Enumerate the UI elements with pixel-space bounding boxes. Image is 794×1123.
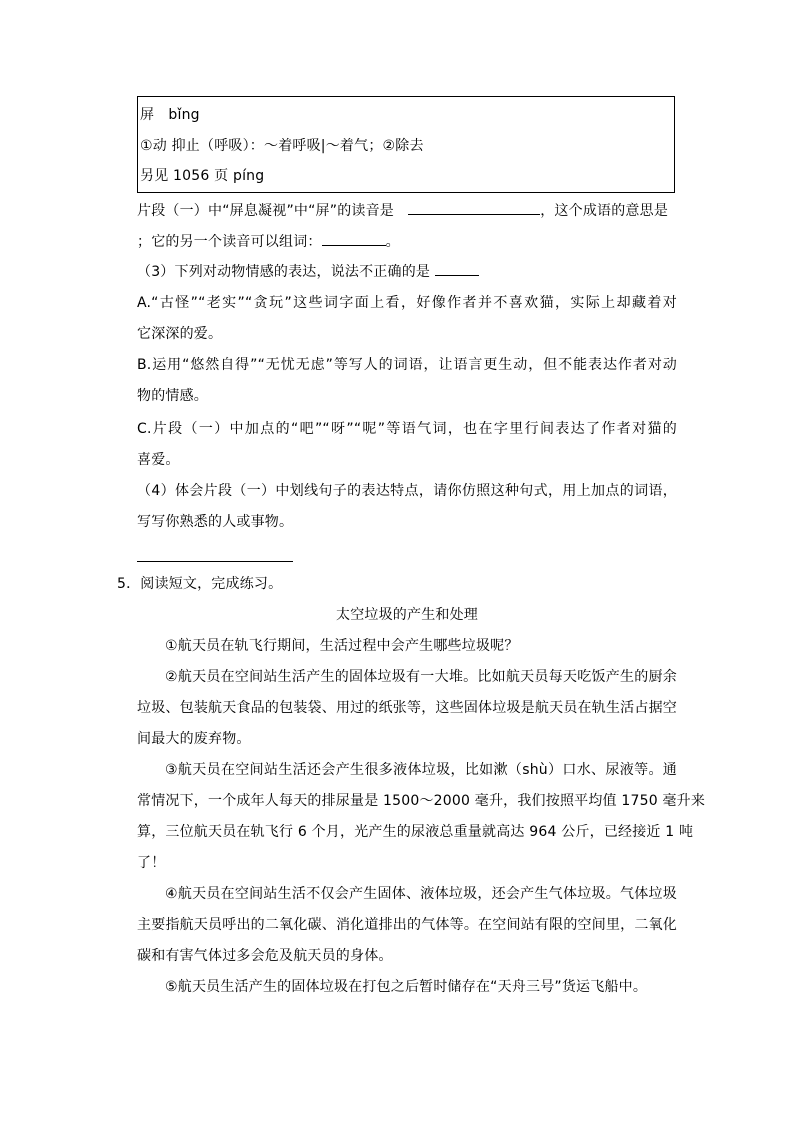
- passage-p3-line2: 常情况下，一个成年人每天的排尿量是 1500～2000 毫升，我们按照平均值 1750 毫升来: [137, 793, 706, 809]
- passage-p3-line1: ③航天员在空间站生活还会产生很多液体垃圾，比如漱（shù）口水、尿液等。通: [165, 762, 677, 778]
- passage-p4-line2: 主要指航天员呼出的二氧化碳、消化道排出的气体等。在空间站有限的空间里，二氧化: [137, 917, 677, 933]
- passage-p2-line1: ②航天员在空间站生活产生的固体垃圾有一大堆。比如航天员每天吃饭产生的厨余: [165, 669, 677, 685]
- q3-option-c: C.片段（一）中加点的“吧”“呀”“呢”等语气词，也在字里行间表达了作者对猫的: [137, 421, 677, 437]
- passage-p1: ①航天员在轨飞行期间，生活过程中会产生哪些垃圾呢？: [165, 638, 519, 654]
- dict-line-other-reading: 另见 1056 页 píng: [140, 168, 265, 184]
- q3-prompt: [137, 261, 677, 283]
- q3-option-a-cont: 它深深的爱。: [137, 326, 223, 342]
- passage-p4-line1: ④航天员在空间站生活不仅会产生固体、液体垃圾，还会产生气体垃圾。气体垃圾: [165, 886, 677, 902]
- q3-option-a: A.“古怪”“老实”“贪玩”这些词字面上看，好像作者并不喜欢猫，实际上却藏着对: [137, 295, 677, 311]
- q2-text-a: 片段（一）中“屏息凝视”中“屏”的读音是: [137, 203, 409, 219]
- dict-line-definition: ①动 抑止（呼吸）：～着呼吸|～着气；②除去: [140, 138, 424, 154]
- q2-text-b: ，这个成语的意思是: [540, 203, 669, 219]
- dict-line-pinyin: 屏 bǐng: [140, 107, 200, 123]
- q5-heading: 5．阅读短文，完成练习。: [117, 576, 283, 592]
- answer-blank-word[interactable]: [322, 231, 386, 246]
- passage-p5: ⑤航天员生活产生的固体垃圾在打包之后暂时储存在“天舟三号”货运飞船中。: [165, 979, 648, 995]
- passage-p4-line3: 碳和有害气体过多会危及航天员的身体。: [137, 948, 393, 964]
- q4-prompt: （4）体会片段（一）中划线句子的表达特点，请你仿照这种句式，用上加点的词语，: [137, 483, 677, 499]
- passage-p2-line3: 间最大的废弃物。: [137, 731, 251, 747]
- answer-blank-pronunciation[interactable]: [408, 200, 540, 215]
- passage-title: 太空垃圾的产生和处理: [336, 607, 478, 623]
- answer-blank-choice[interactable]: [435, 261, 479, 276]
- dictionary-entry-box: [137, 96, 675, 193]
- q4-prompt-cont: 写写你熟悉的人或事物。: [137, 514, 294, 530]
- passage-p3-line4: 了！: [137, 855, 166, 871]
- q3-option-b-cont: 物的情感。: [137, 388, 208, 404]
- q4-answer-line[interactable]: [137, 561, 293, 562]
- q3-option-c-cont: 喜爱。: [137, 452, 180, 468]
- passage-p2-line2: 垃圾、包装航天食品的包装袋、用过的纸张等，这些固体垃圾是航天员在轨生活占据空: [137, 700, 677, 716]
- passage-p3-line3: 算，三位航天员在轨飞行 6 个月，光产生的尿液总重量就高达 964 公斤，已经接近 1 吨: [137, 824, 694, 840]
- q2-text-d: 。: [385, 234, 400, 250]
- q3-option-b: B.运用“悠然自得”“无忧无虑”等写人的词语，让语言更生动，但不能表达作者对动: [137, 357, 677, 373]
- q2-line-2: [137, 231, 677, 253]
- q3-prompt-text: （3）下列对动物情感的表达，说法不正确的是: [137, 264, 435, 280]
- q2-line-1: [137, 200, 677, 222]
- q2-text-c: ；它的另一个读音可以组词：: [137, 234, 322, 250]
